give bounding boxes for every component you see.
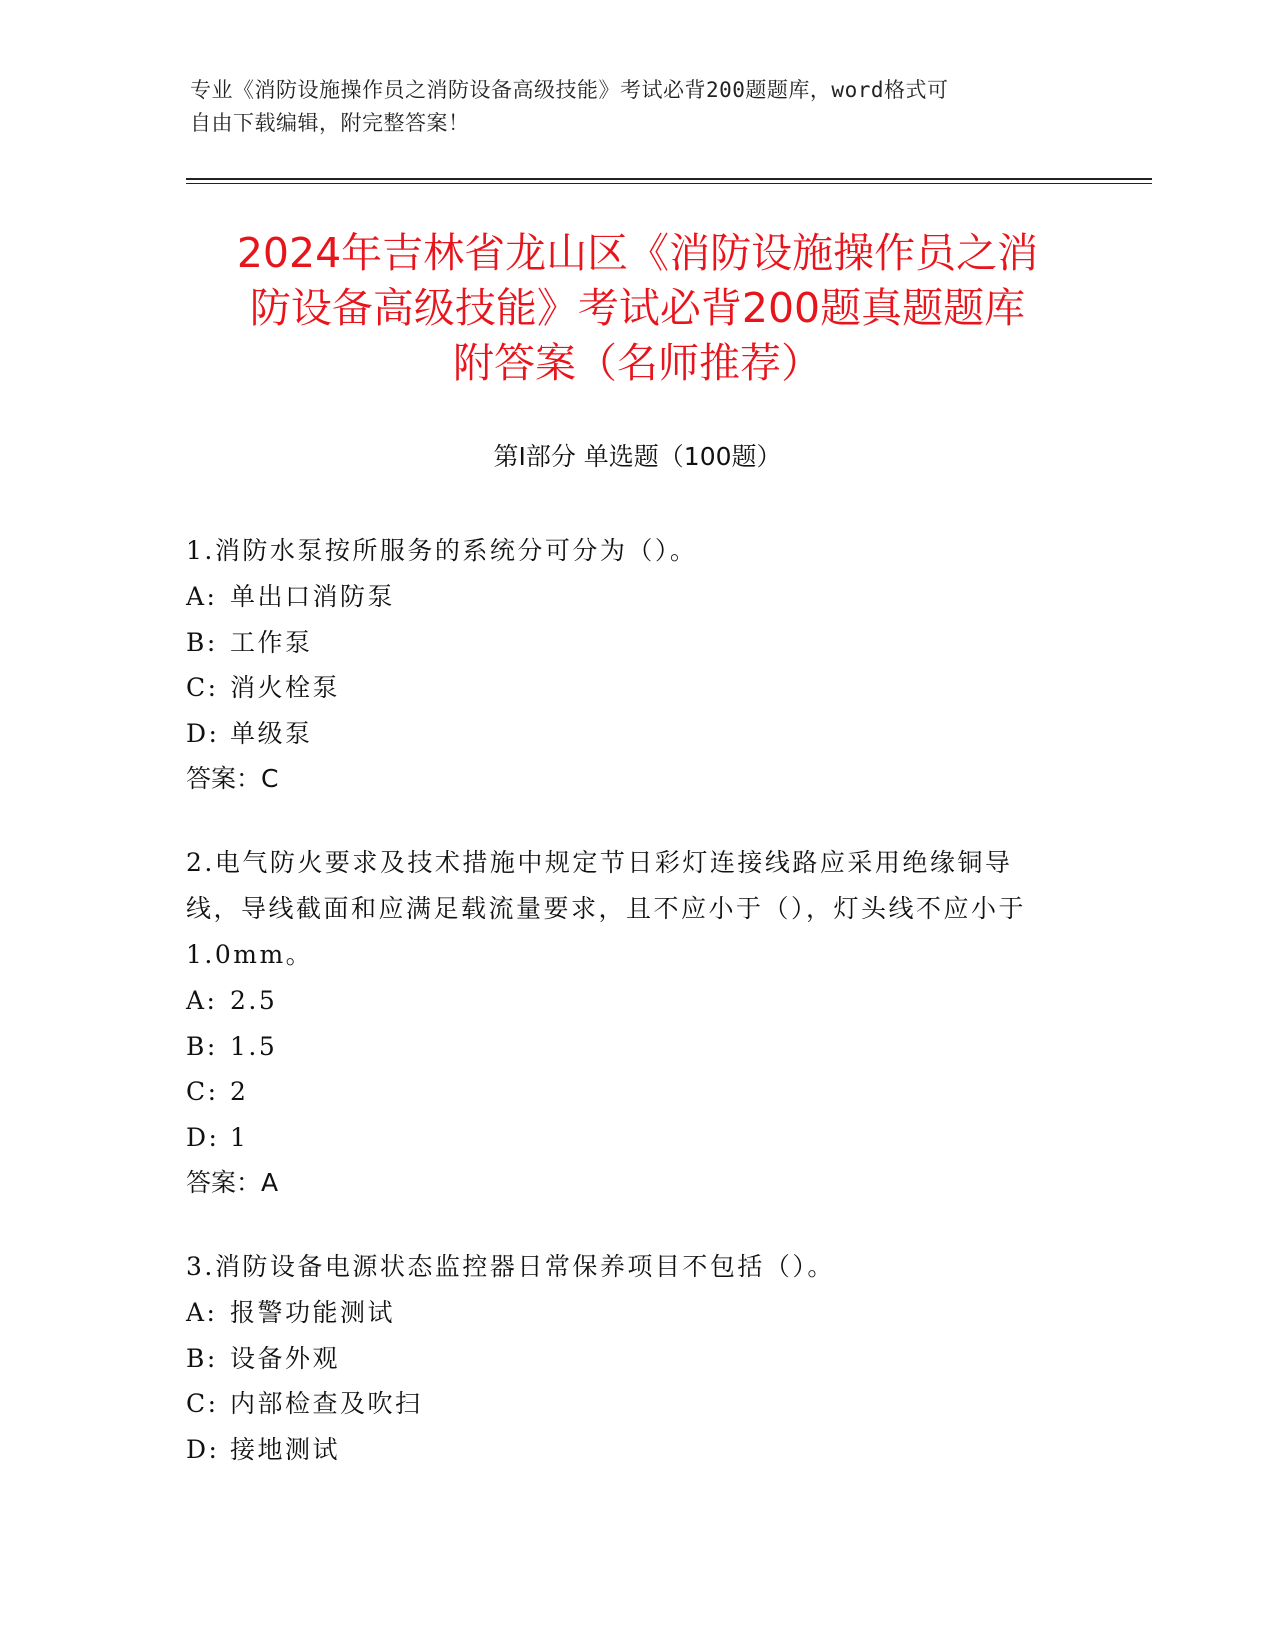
document-title-line-2: 防设备高级技能》考试必背200题真题题库: [249, 284, 1026, 332]
question-option-c: [186, 665, 1066, 711]
option-letter: B:: [186, 627, 218, 657]
question-option-b: [186, 1024, 1066, 1070]
option-letter: D:: [186, 718, 220, 748]
option-text: 消火栓泵: [230, 673, 341, 702]
option-letter: C:: [186, 673, 219, 702]
document-title-line-1: 2024年吉林省龙山区《消防设施操作员之消: [236, 229, 1039, 277]
option-text: 内部检查及吹扫: [230, 1389, 423, 1418]
question-option-d: [186, 711, 1066, 757]
question-answer: 答案：A: [186, 1168, 279, 1197]
question-option-d: [186, 1427, 1066, 1473]
option-text: 1: [230, 1122, 249, 1152]
option-letter: A:: [186, 582, 218, 611]
option-letter: D:: [186, 1434, 220, 1464]
option-letter: C:: [186, 1077, 219, 1106]
option-text: 2: [230, 1077, 249, 1106]
option-text: 单出口消防泵: [230, 582, 396, 611]
option-letter: B:: [186, 1031, 218, 1061]
option-letter: B:: [186, 1343, 218, 1373]
header-rule-thin: [186, 183, 1152, 184]
question-option-b: [186, 1336, 1066, 1382]
option-letter: A:: [186, 986, 218, 1015]
question-stem: 3.消防设备电源状态监控器日常保养项目不包括（）。: [186, 1252, 835, 1281]
question-option-a: [186, 574, 1066, 620]
question-list: [186, 528, 1066, 1510]
question-option-a: [186, 978, 1066, 1024]
question-option-b: [186, 620, 1066, 666]
question-option-a: [186, 1290, 1066, 1336]
question-item: [186, 840, 1066, 1206]
question-stem: 2.电气防火要求及技术措施中规定节日彩灯连接线路应采用绝缘铜导线，导线截面和应满足载流量要求，且不应小于（），灯头线不应小于1.0mm。: [186, 848, 1027, 969]
option-text: 2.5: [230, 986, 278, 1015]
option-text: 接地测试: [230, 1434, 341, 1464]
option-letter: C:: [186, 1389, 219, 1418]
option-letter: A:: [186, 1298, 218, 1327]
question-item: [186, 528, 1066, 802]
option-text: 1.5: [230, 1031, 278, 1061]
option-text: 工作泵: [230, 627, 313, 657]
option-letter: D:: [186, 1122, 220, 1152]
document-title: [170, 226, 1105, 391]
header-note-line-1: 专业《消防设施操作员之消防设备高级技能》考试必背200题题库，word格式可: [190, 78, 949, 102]
question-answer: 答案：C: [186, 764, 279, 793]
document-title-line-3: 附答案（名师推荐）: [453, 339, 822, 387]
question-option-c: [186, 1381, 1066, 1427]
header-note-line-2: 自由下载编辑，附完整答案！: [190, 111, 470, 135]
question-option-d: [186, 1115, 1066, 1161]
header-note: [190, 74, 1070, 140]
option-text: 设备外观: [230, 1343, 341, 1373]
section-heading: 第Ⅰ部分 单选题（100题）: [493, 442, 782, 471]
question-stem: 1.消防水泵按所服务的系统分可分为（）。: [186, 536, 698, 565]
option-text: 报警功能测试: [230, 1298, 396, 1327]
header-rule-thick: [186, 178, 1152, 180]
question-option-c: [186, 1069, 1066, 1115]
option-text: 单级泵: [230, 718, 313, 748]
question-item: [186, 1244, 1066, 1472]
